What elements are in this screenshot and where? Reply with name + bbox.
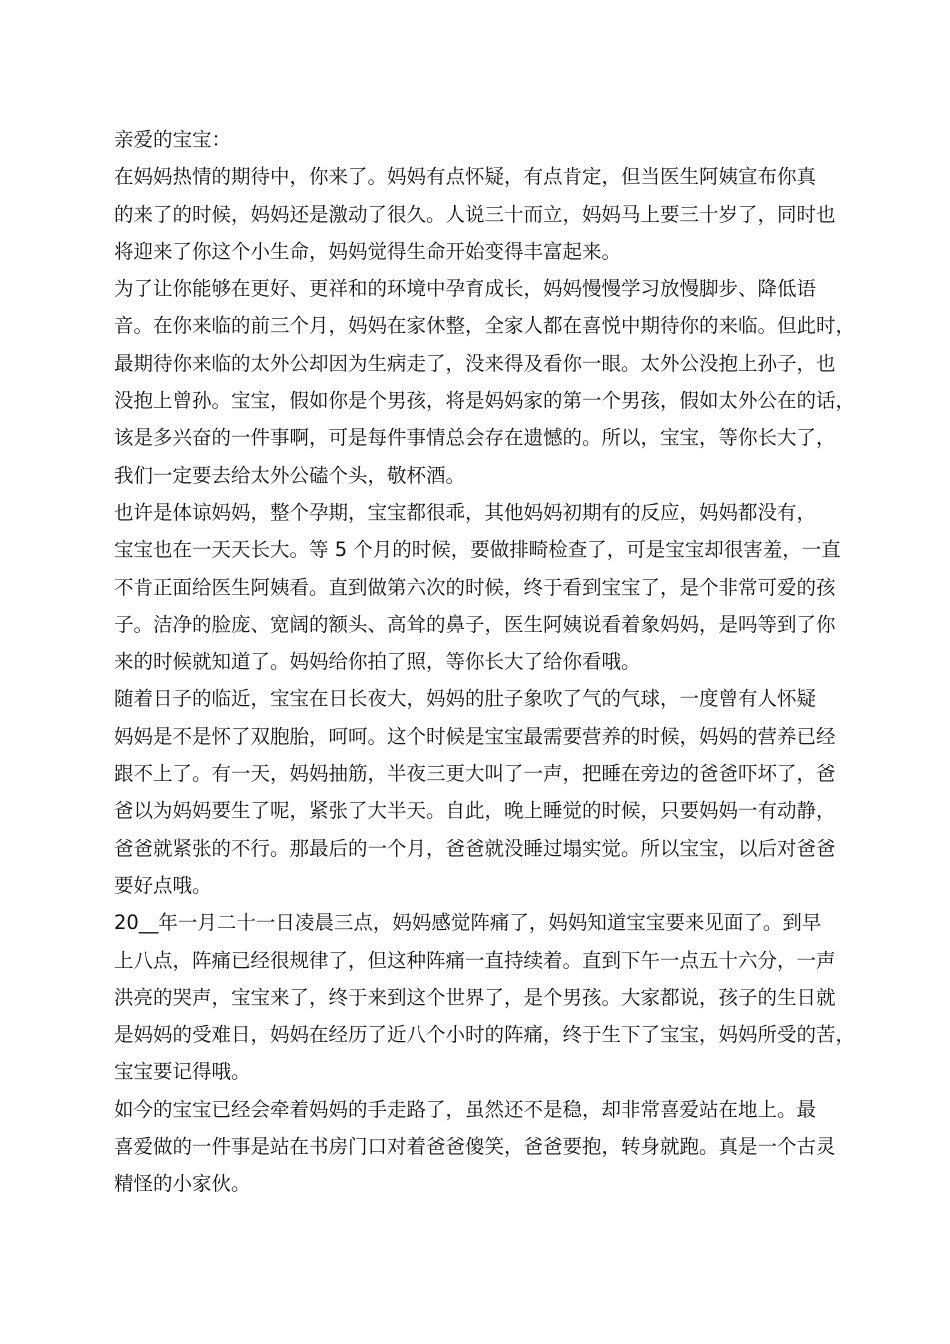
letter-line: 最期待你来临的太外公却因为生病走了，没来得及看你一眼。太外公没抱上孙子，也	[114, 351, 836, 375]
letter-line: 喜爱做的一件事是站在书房门口对着爸爸傻笑，爸爸要抱，转身就跑。真是一个古灵	[114, 1135, 836, 1159]
letter-line: 20__年一月二十一日凌晨三点，妈妈感觉阵痛了，妈妈知道宝宝要来见面了。到早	[114, 911, 822, 935]
letter-line: 精怪的小家伙。	[114, 1172, 251, 1196]
letter-line: 音。在你来临的前三个月，妈妈在家休整，全家人都在喜悦中期待你的来临。但此时，	[114, 314, 856, 338]
letter-line: 的来了的时候，妈妈还是激动了很久。人说三十而立，妈妈马上要三十岁了，同时也	[114, 202, 836, 226]
letter-line: 随着日子的临近，宝宝在日长夜大，妈妈的肚子象吹了气的气球，一度曾有人怀疑	[114, 687, 817, 711]
letter-line: 子。洁净的脸庞、宽阔的额头、高耸的鼻子，医生阿姨说看着象妈妈，是吗等到了你	[114, 612, 836, 636]
letter-line: 该是多兴奋的一件事啊，可是每件事情总会存在遗憾的。所以，宝宝，等你长大了，	[114, 426, 836, 450]
letter-line: 跟不上了。有一天，妈妈抽筋，半夜三更大叫了一声，把睡在旁边的爸爸吓坏了，爸	[114, 762, 836, 786]
letter-line: 我们一定要去给太外公磕个头，敬杯酒。	[114, 463, 466, 487]
letter-line: 来的时候就知道了。妈妈给你拍了照，等你长大了给你看哦。	[114, 650, 641, 674]
letter-line: 亲爱的宝宝：	[114, 128, 232, 151]
letter-line: 宝宝也在一天天长大。等 5 个月的时候，要做排畸检查了，可是宝宝却很害羞，一直	[114, 538, 841, 562]
letter-line: 也许是体谅妈妈，整个孕期，宝宝都很乖，其他妈妈初期有的反应，妈妈都没有，	[114, 500, 817, 524]
letter-line: 没抱上曾孙。宝宝，假如你是个男孩，将是妈妈家的第一个男孩，假如太外公在的话，	[114, 389, 856, 413]
letter-line: 在妈妈热情的期待中，你来了。妈妈有点怀疑，有点肯定，但当医生阿姨宣布你真	[114, 165, 817, 189]
letter-line: 是妈妈的受难日，妈妈在经历了近八个小时的阵痛，终于生下了宝宝，妈妈所受的苦，	[114, 1023, 856, 1047]
letter-line: 爸以为妈妈要生了呢，紧张了大半天。自此，晚上睡觉的时候，只要妈妈一有动静，	[114, 799, 836, 823]
letter-line: 要好点哦。	[114, 873, 212, 897]
letter-line: 洪亮的哭声，宝宝来了，终于来到这个世界了，是个男孩。大家都说，孩子的生日就	[114, 985, 836, 1009]
letter-line: 妈妈是不是怀了双胞胎，呵呵。这个时候是宝宝最需要营养的时候，妈妈的营养已经	[114, 724, 836, 748]
letter-line: 宝宝要记得哦。	[114, 1060, 251, 1084]
letter-line: 上八点，阵痛已经很规律了，但这种阵痛一直持续着。直到下午一点五十六分，一声	[114, 948, 836, 972]
letter-line: 如今的宝宝已经会牵着妈妈的手走路了，虽然还不是稳，却非常喜爱站在地上。最	[114, 1097, 817, 1121]
letter-line: 将迎来了你这个小生命，妈妈觉得生命开始变得丰富起来。	[114, 239, 622, 263]
letter-line: 不肯正面给医生阿姨看。直到做第六次的时候，终于看到宝宝了，是个非常可爱的孩	[114, 575, 836, 599]
letter-line: 爸爸就紧张的不行。那最后的一个月，爸爸就没睡过塌实觉。所以宝宝，以后对爸爸	[114, 836, 836, 860]
letter-body	[114, 121, 856, 1203]
letter-line: 为了让你能够在更好、更祥和的环境中孕育成长，妈妈慢慢学习放慢脚步、降低语	[114, 277, 817, 301]
